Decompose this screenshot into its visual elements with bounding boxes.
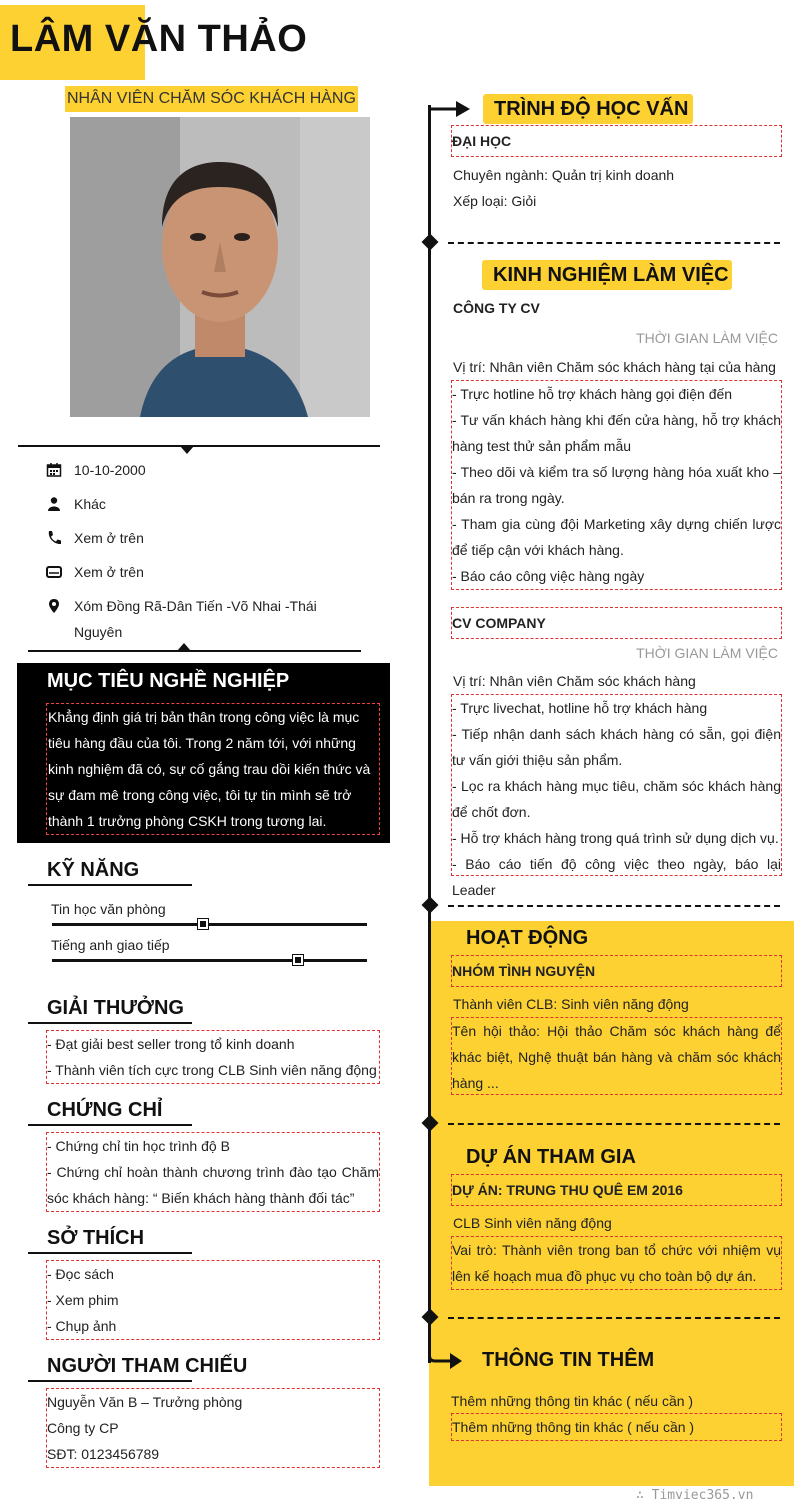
- education-grade: Xếp loại: Giỏi: [453, 193, 537, 209]
- timeline-line: [428, 105, 431, 1363]
- experience-title: KINH NGHIỆM LÀM VIỆC: [493, 264, 729, 286]
- info-divider-top: [18, 445, 380, 447]
- phone-value: Xem ở trên: [74, 530, 144, 546]
- references-list: [46, 1388, 380, 1468]
- duty-item: - Tư vấn khách hàng khi đến cửa hàng, hỗ trợ khách hàng test thử sản phẩm mẫu: [452, 412, 781, 454]
- references-title: NGƯỜI THAM CHIẾU: [47, 1355, 248, 1377]
- duty-item: - Báo cáo công việc hàng ngày: [452, 568, 645, 584]
- projects-title: DỰ ÁN THAM GIA: [466, 1146, 636, 1168]
- hobbies-underline: [28, 1252, 192, 1254]
- skill-level-knob: [198, 919, 208, 929]
- email-icon: [46, 564, 62, 580]
- awards-title: GIẢI THƯỞNG: [47, 997, 184, 1019]
- activities-org-box: [451, 955, 782, 987]
- activities-desc-box: [451, 1017, 782, 1095]
- certificates-title: CHỨNG CHỈ: [47, 1099, 163, 1121]
- section-separator: [448, 1123, 780, 1125]
- objective-title: MỤC TIÊU NGHỀ NGHIỆP: [47, 670, 290, 692]
- job-company: CÔNG TY CV: [453, 300, 540, 316]
- hobbies-list: [46, 1260, 380, 1340]
- info-email: [46, 559, 376, 585]
- awards-underline: [28, 1022, 192, 1024]
- duty-item: - Hỗ trợ khách hàng trong quá trình sử dụng dịch vụ.: [452, 830, 779, 846]
- reference-line: Nguyễn Văn B – Trưởng phòng: [47, 1394, 243, 1410]
- project-desc: Vai trò: Thành viên trong ban tổ chức với nhiệm vụ lên kế hoạch mua đồ phục vụ cho toàn bộ dự án.: [452, 1242, 781, 1284]
- section-separator: [448, 905, 780, 907]
- projects-name-box: [451, 1174, 782, 1206]
- education-title: TRÌNH ĐỘ HỌC VẤN: [494, 98, 689, 120]
- birthday-value: 10-10-2000: [74, 462, 146, 478]
- skills-title: KỸ NĂNG: [47, 859, 140, 881]
- job-position: Vị trí: Nhân viên Chăm sóc khách hàng: [453, 673, 696, 689]
- info-gender: [46, 491, 376, 517]
- duty-item: - Tiếp nhận danh sách khách hàng có sẵn, gọi điện tư vấn giới thiệu sản phẩm.: [452, 726, 781, 768]
- email-value: Xem ở trên: [74, 564, 144, 580]
- additional-line: Thêm những thông tin khác ( nếu cần ): [451, 1393, 694, 1409]
- education-major: Chuyên ngành: Quản trị kinh doanh: [453, 167, 675, 183]
- duty-item: - Theo dõi và kiểm tra số lượng hàng hóa xuất kho – bán ra trong ngày.: [452, 464, 781, 506]
- skill-label: Tiếng anh giao tiếp: [51, 937, 170, 953]
- watermark: ∴ Timviec365.vn: [636, 1488, 754, 1503]
- activities-role: Thành viên CLB: Sinh viên năng động: [453, 996, 689, 1012]
- duty-item: - Báo cáo tiến độ công việc theo ngày, báo lại Leader: [452, 856, 781, 898]
- list-item: - Thành viên tích cực trong CLB Sinh viên năng động: [47, 1062, 377, 1078]
- timeline-end-arrow-icon: [428, 1346, 464, 1374]
- duty-item: - Trực hotline hỗ trợ khách hàng gọi điện đến: [452, 386, 733, 402]
- skill-label: Tin học văn phòng: [51, 901, 166, 917]
- job-position: Vị trí: Nhân viên Chăm sóc khách hàng tại của hàng: [453, 359, 776, 375]
- list-item: - Xem phim: [47, 1292, 119, 1308]
- certificates-underline: [28, 1124, 192, 1126]
- additional-line-box: [451, 1413, 782, 1441]
- location-pin-icon: [46, 598, 62, 614]
- list-item: - Chứng chỉ hoàn thành chương trình đào tạo Chăm sóc khách hàng: “ Biến khách hàng thành đối tác”: [47, 1164, 379, 1206]
- activities-desc: Tên hội thảo: Hội thảo Chăm sóc khách hàng để khác biệt, Nghệ thuật bán hàng và chăm sóc khách hàng ...: [452, 1023, 781, 1091]
- project-name: DỰ ÁN: TRUNG THU QUÊ EM 2016: [452, 1182, 683, 1198]
- section-separator: [448, 242, 780, 244]
- info-phone: [46, 525, 376, 551]
- job-duties: [451, 694, 782, 898]
- candidate-name: LÂM VĂN THẢO: [10, 18, 308, 60]
- list-item: - Chứng chỉ tin học trình độ B: [47, 1138, 230, 1154]
- job-time: THỜI GIAN LÀM VIỆC: [636, 645, 778, 661]
- list-item: - Đọc sách: [47, 1266, 114, 1282]
- education-school: ĐẠI HỌC: [452, 133, 512, 149]
- phone-icon: [46, 530, 62, 546]
- info-divider-bottom: [28, 650, 361, 652]
- certificates-list: [46, 1132, 380, 1212]
- duty-item: - Trực livechat, hotline hỗ trợ khách hàng: [452, 700, 708, 716]
- awards-list: [46, 1030, 380, 1084]
- section-separator: [448, 1317, 780, 1319]
- references-underline: [28, 1380, 192, 1382]
- avatar: [70, 117, 370, 417]
- list-item: - Đạt giải best seller trong tổ kinh doanh: [47, 1036, 295, 1052]
- info-birthday: [46, 457, 376, 483]
- additional-title: THÔNG TIN THÊM: [482, 1349, 655, 1371]
- skill-bar: [52, 923, 367, 926]
- timeline-arrow-icon: [428, 98, 472, 120]
- divider-arrow-down: [180, 446, 194, 454]
- project-desc-box: [451, 1236, 782, 1290]
- reference-line: Công ty CP: [47, 1420, 119, 1436]
- reference-line: SĐT: 0123456789: [47, 1446, 160, 1462]
- divider-arrow-up: [177, 643, 191, 651]
- job-duties: [451, 380, 782, 590]
- job-company-box: [451, 607, 782, 639]
- job-time: THỜI GIAN LÀM VIỆC: [636, 330, 778, 346]
- address-value: Xóm Đồng Rã-Dân Tiến -Võ Nhai -Thái Nguyên: [74, 598, 317, 640]
- hobbies-title: SỞ THÍCH: [47, 1227, 145, 1249]
- activities-org: NHÓM TÌNH NGUYỆN: [452, 963, 596, 979]
- gender-value: Khác: [74, 496, 106, 512]
- list-item: - Chụp ảnh: [47, 1318, 117, 1334]
- timeline-node: [422, 234, 439, 251]
- skill-level-knob: [293, 955, 303, 965]
- skills-underline: [28, 884, 192, 886]
- activities-title: HOẠT ĐỘNG: [466, 927, 589, 949]
- additional-line: Thêm những thông tin khác ( nếu cần ): [452, 1419, 695, 1435]
- objective-text: Khẳng định giá trị bản thân trong công việc là mục tiêu hàng đầu của tôi. Trong 2 năm tới, với những kinh nghiệm đã có, sự cố gắng trau dồi kiến thức và sự đam mê trong công việc, tôi tự tin mình sẽ trở thành 1 trưởng phòng CSKH trong tương lai.: [46, 703, 380, 835]
- project-org: CLB Sinh viên năng động: [453, 1215, 612, 1231]
- education-school-box: [451, 125, 782, 157]
- job-title: NHÂN VIÊN CHĂM SÓC KHÁCH HÀNG: [65, 86, 358, 112]
- duty-item: - Lọc ra khách hàng mục tiêu, chăm sóc khách hàng để chốt đơn.: [452, 778, 781, 820]
- calendar-icon: [46, 462, 62, 478]
- person-icon: [46, 496, 62, 512]
- info-address: [46, 593, 376, 645]
- timeline-node: [422, 897, 439, 914]
- duty-item: - Tham gia cùng đội Marketing xây dựng chiến lược để tiếp cận với khách hàng.: [452, 516, 781, 558]
- skill-bar: [52, 959, 367, 962]
- job-company: CV COMPANY: [452, 615, 546, 631]
